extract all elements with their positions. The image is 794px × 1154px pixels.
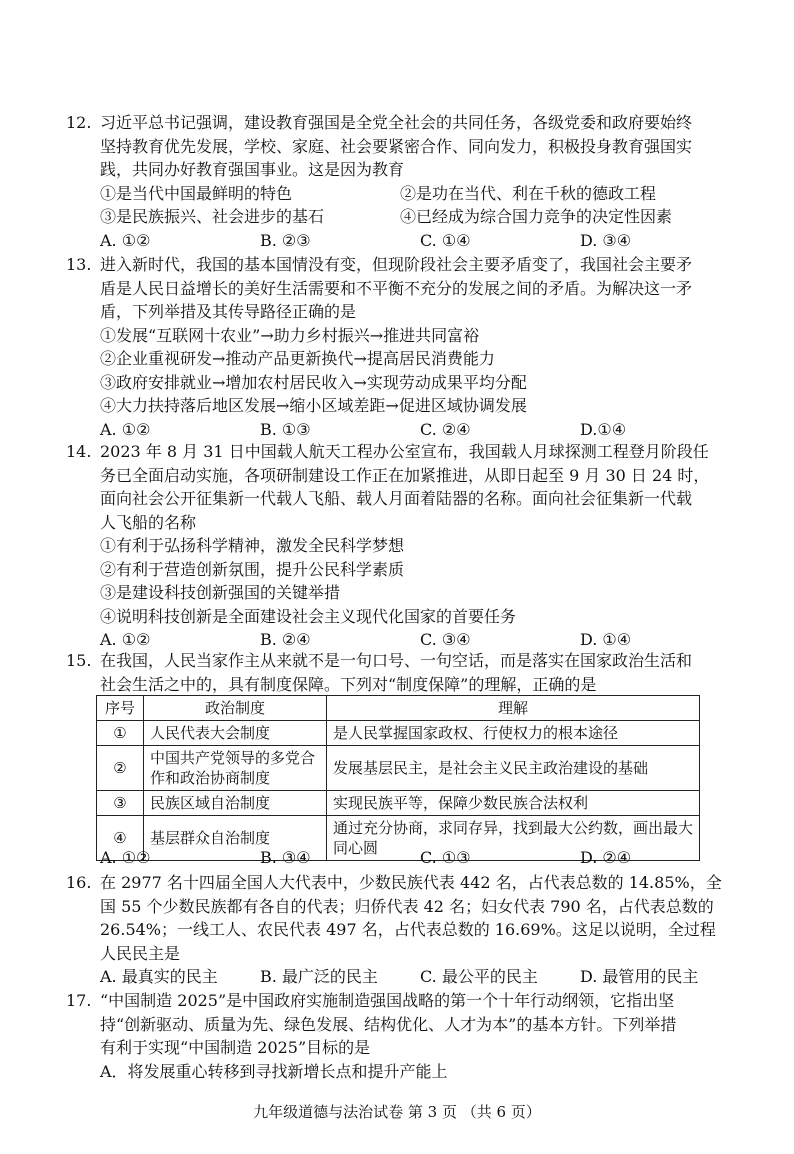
table-cell-system: 中国共产党领导的多党合作和政治协商制度 xyxy=(144,746,327,791)
table-cell-system: 民族区域自治制度 xyxy=(144,791,327,816)
option-d[interactable]: D. ②④ xyxy=(580,848,632,867)
answer-options xyxy=(100,418,706,442)
question-number: 16. xyxy=(66,873,92,892)
question-text-line: 26.54%；一线工人、农民代表 497 名，占代表总数的 16.69%。这足以说明，全过程 xyxy=(100,920,716,939)
statement: ②是功在当代、利在千秋的德政工程 xyxy=(400,183,657,203)
question-number: 17. xyxy=(66,991,92,1010)
option-a[interactable]: A. ①② xyxy=(100,419,151,439)
statement: ③政府安排就业→增加农村居民收入→实现劳动成果平均分配 xyxy=(100,372,527,392)
column-header: 理解 xyxy=(327,696,700,721)
question-number: 14. xyxy=(66,442,92,461)
question-15-options xyxy=(66,846,706,870)
option-d[interactable]: D. ③④ xyxy=(580,230,632,250)
option-a[interactable]: A．将发展重心转移到寻找新增长点和提升产能上 xyxy=(100,1061,448,1081)
statement: ③是民族振兴、社会进步的基石 xyxy=(100,207,325,226)
question-number: 12. xyxy=(66,113,92,132)
question-text-line: 践，共同办好教育强国事业。这是因为教育 xyxy=(100,160,405,179)
answer-options xyxy=(100,628,706,652)
question-number: 13. xyxy=(66,255,92,274)
answer-options xyxy=(100,229,706,253)
question-number: 15. xyxy=(66,651,92,670)
table-cell-index: ① xyxy=(97,721,144,746)
table-cell-understanding: 是人民掌握国家政权、行使权力的根本途径 xyxy=(327,721,700,746)
page-footer: 九年级道德与法治试卷 第 3 页 （共 6 页） xyxy=(253,1103,541,1121)
question-text-line: 坚持教育优先发展，学校、家庭、社会要紧密合作、同向发力，积极投身教育强国实 xyxy=(100,136,693,156)
political-system-table xyxy=(96,695,700,861)
statement: ②企业重视研发→推动产品更新换代→提高居民消费能力 xyxy=(100,349,495,368)
statement: ④已经成为综合国力竞争的决定性因素 xyxy=(400,207,673,226)
option-c[interactable]: C. 最公平的民主 xyxy=(420,967,538,986)
statement: ④说明科技创新是全面建设社会主义现代化国家的首要任务 xyxy=(100,606,517,626)
question-15 xyxy=(66,649,706,696)
column-header: 序号 xyxy=(97,696,144,721)
question-text-line: 面向社会公开征集新一代载人飞船、载人月面着陆器的名称。面向社会征集新一代载 xyxy=(100,489,693,508)
table-cell-understanding: 实现民族平等，保障少数民族合法权利 xyxy=(327,791,700,816)
statement: ②有利于营造创新氛围，提升公民科学素质 xyxy=(100,559,405,579)
question-12 xyxy=(66,111,706,252)
question-16 xyxy=(66,871,722,989)
question-text-line: 国 55 个少数民族都有各自的代表；归侨代表 42 名；妇女代表 790 名，占代表总数的 xyxy=(100,896,714,916)
question-text-line: 务已全面启动实施，各项研制建设工作正在加紧推进，从即日起至 9 月 30 日 24 时， xyxy=(100,465,710,485)
option-d[interactable]: D. ①④ xyxy=(580,630,632,649)
statement: ③是建设科技创新强国的关键举措 xyxy=(100,583,341,602)
option-b[interactable]: B. 最广泛的民主 xyxy=(260,967,378,986)
question-text-line: 盾，下列举措及其传导路径正确的是 xyxy=(100,302,357,321)
question-17 xyxy=(66,989,706,1083)
question-text-line: 在 2977 名十四届全国人大代表中，少数民族代表 442 名，占代表总数的 14.85%，全 xyxy=(100,873,722,892)
option-a[interactable]: A. ①② xyxy=(100,848,151,867)
option-b[interactable]: B. ③④ xyxy=(260,848,311,867)
option-a[interactable]: A. ①② xyxy=(100,230,151,250)
question-text-line: 在我国，人民当家作主从来就不是一句口号、一句空话，而是落实在国家政治生活和 xyxy=(100,651,693,670)
table-cell-index: ② xyxy=(97,746,144,791)
statement-row xyxy=(100,182,706,206)
question-text-line: 习近平总书记强调，建设教育强国是全党全社会的共同任务，各级党委和政府要始终 xyxy=(100,113,693,132)
table-row xyxy=(97,791,700,816)
question-text-line: 盾是人民日益增长的美好生活需要和不平衡不充分的发展之间的矛盾。为解决这一矛 xyxy=(100,278,693,298)
table-cell-system: 人民代表大会制度 xyxy=(144,721,327,746)
option-d[interactable]: D. 最管用的民主 xyxy=(580,967,699,986)
answer-options xyxy=(100,965,706,989)
question-text-line: 进入新时代，我国的基本国情没有变，但现阶段社会主要矛盾变了，我国社会主要矛 xyxy=(100,255,693,274)
table-row xyxy=(97,721,700,746)
statement: ①有利于弘扬科学精神，激发全民科学梦想 xyxy=(100,536,405,555)
option-c[interactable]: C. ②④ xyxy=(420,419,471,439)
table-row xyxy=(97,746,700,791)
option-a[interactable]: A. ①② xyxy=(100,630,151,649)
statement: ①发展“互联网十农业”→助力乡村振兴→推进共同富裕 xyxy=(100,325,480,345)
question-text-line: 持“创新驱动、质量为先、绿色发展、结构优化、人才为本”的基本方针。下列举措 xyxy=(100,1014,677,1034)
table-cell-system: 基层群众自治制度 xyxy=(144,816,327,861)
question-text-line: 人飞船的名称 xyxy=(100,512,197,532)
option-c[interactable]: C. ①④ xyxy=(420,230,471,250)
question-text-line: 2023 年 8 月 31 日中国载人航天工程办公室宣布，我国载人月球探测工程登月阶段任 xyxy=(100,442,709,461)
statement: ①是当代中国最鲜明的特色 xyxy=(100,183,293,203)
answer-options xyxy=(100,846,706,870)
question-text-line: 有利于实现“中国制造 2025”目标的是 xyxy=(100,1038,371,1057)
question-text-line: 社会生活之中的，具有制度保障。下列对“制度保障”的理解，正确的是 xyxy=(100,674,597,694)
column-header: 政治制度 xyxy=(144,696,327,721)
statement: ④大力扶持落后地区发展→缩小区域差距→促进区域协调发展 xyxy=(100,396,527,415)
table-cell-understanding: 通过充分协商，求同存异，找到最大公约数，画出最大同心圆 xyxy=(327,816,700,861)
table-cell-index: ③ xyxy=(97,791,144,816)
table-header-row xyxy=(97,696,700,721)
table-cell-index: ④ xyxy=(97,816,144,861)
option-c[interactable]: C. ①③ xyxy=(420,848,471,867)
option-b[interactable]: B. ②④ xyxy=(260,630,311,649)
question-14 xyxy=(66,440,710,652)
question-13 xyxy=(66,253,706,441)
question-text-line: 人民民主是 xyxy=(100,943,181,963)
option-a[interactable]: A. 最真实的民主 xyxy=(100,967,218,986)
question-text-line: “中国制造 2025”是中国政府实施制造强国战略的第一个十年行动纲领，它指出坚 xyxy=(100,991,675,1010)
option-b[interactable]: B. ①③ xyxy=(260,419,311,439)
option-d[interactable]: D.①④ xyxy=(580,419,627,439)
option-c[interactable]: C. ③④ xyxy=(420,630,471,649)
option-b[interactable]: B. ②③ xyxy=(260,230,311,250)
statement-row xyxy=(100,205,706,229)
table-cell-understanding: 发展基层民主，是社会主义民主政治建设的基础 xyxy=(327,746,700,791)
